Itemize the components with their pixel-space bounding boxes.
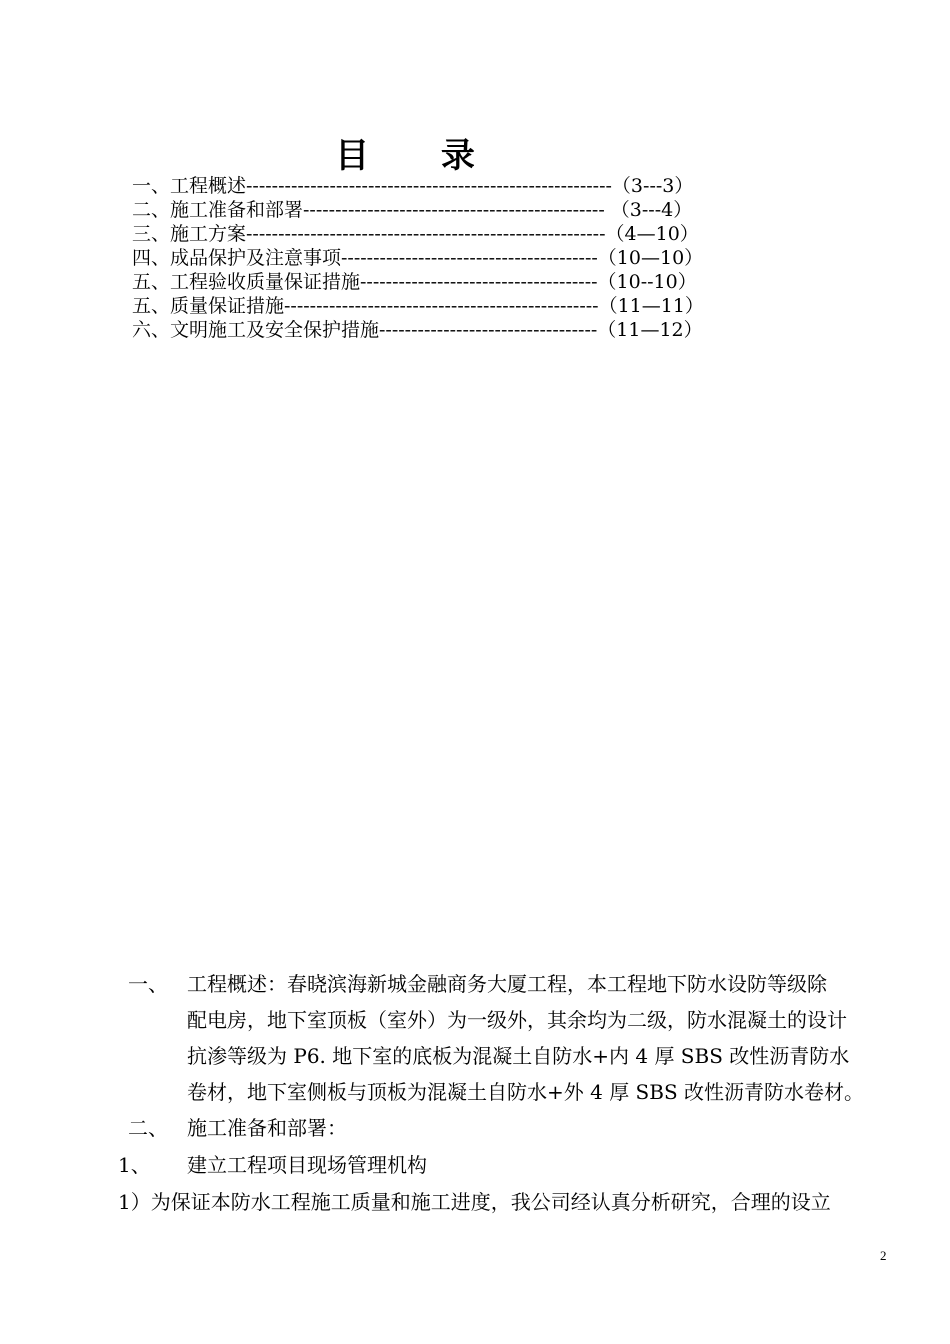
paragraph-line: 工程概述：春晓滨海新城金融商务大厦工程，本工程地下防水设防等级除 (187, 972, 827, 996)
paragraph-line: 抗渗等级为 P6. 地下室的底板为混凝土自防水+内 4 厚 SBS 改性沥青防水 (187, 1044, 850, 1068)
section-project-overview (0, 966, 950, 1110)
page-number: 2 (880, 1248, 887, 1263)
toc-entry: 二、施工准备和部署----------------------------------------------- （3---4） (132, 199, 693, 221)
section-heading: 施工准备和部署： (187, 1116, 347, 1140)
paragraph-line: 卷材，地下室侧板与顶板为混凝土自防水+外 4 厚 SBS 改性沥青防水卷材。 (187, 1080, 865, 1104)
toc-entry: 六、文明施工及安全保护措施----------------------------------（11—12） (132, 319, 703, 341)
section-number: 一、 (128, 972, 168, 996)
paragraph-line: 配电房，地下室顶板（室外）为一级外，其余均为二级，防水混凝土的设计 (187, 1008, 847, 1032)
list-item: 1）为保证本防水工程施工质量和施工进度，我公司经认真分析研究，合理的设立 (118, 1190, 831, 1214)
subsection-heading: 建立工程项目现场管理机构 (187, 1153, 427, 1177)
section-paragraph (187, 966, 907, 1110)
toc-title: 目 录 (335, 136, 505, 176)
subsection-number: 1、 (118, 1153, 151, 1177)
toc-entry: 五、质量保证措施-------------------------------------------------（11—11） (132, 295, 704, 317)
section-preparation (0, 1110, 950, 1147)
table-of-contents (132, 174, 782, 342)
section-number: 二、 (128, 1116, 168, 1140)
toc-entry: 三、施工方案--------------------------------------------------------（4—10） (132, 223, 699, 245)
toc-entry: 四、成品保护及注意事项----------------------------------------（10—10） (132, 247, 704, 269)
subsection-management (0, 1147, 950, 1184)
toc-entry: 五、工程验收质量保证措施-------------------------------------（10--10） (132, 271, 697, 293)
document-body (0, 966, 950, 1221)
toc-entry: 一、工程概述---------------------------------------------------------（3---3） (132, 175, 694, 197)
